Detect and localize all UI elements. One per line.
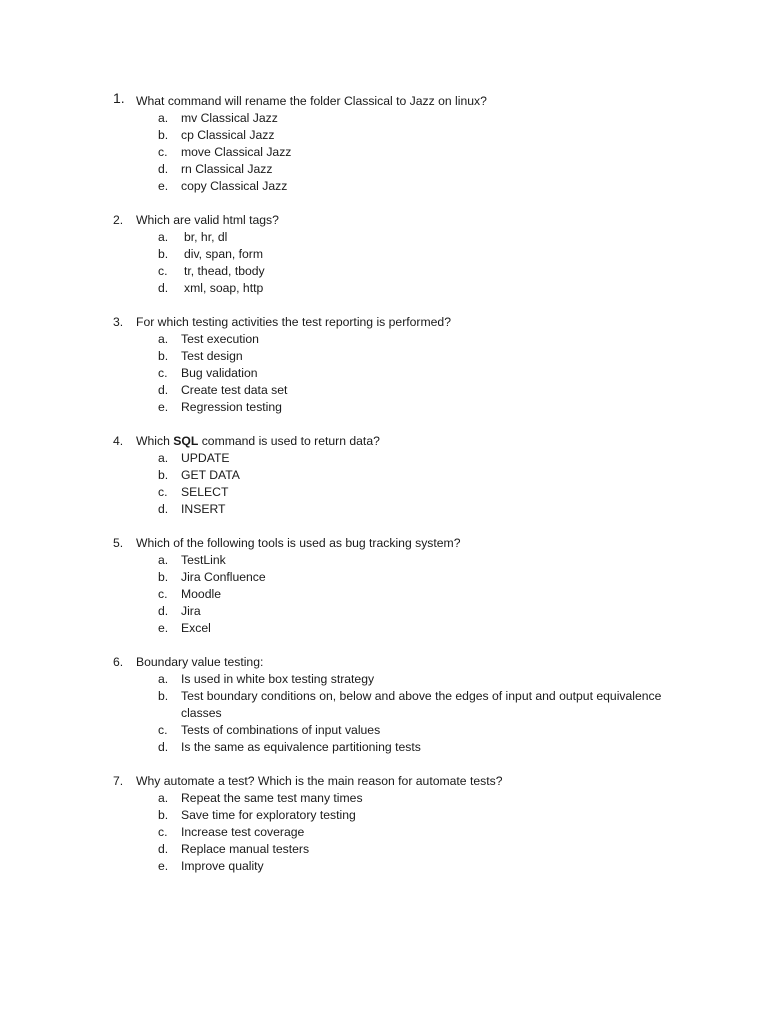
question-text: Why automate a test? Which is the main reason for automate tests? xyxy=(136,774,503,788)
question-5 xyxy=(0,535,768,637)
answer-option xyxy=(0,790,768,807)
question-2 xyxy=(0,212,768,297)
option-text: Improve quality xyxy=(181,859,264,873)
option-text: Test execution xyxy=(181,332,259,346)
answer-option xyxy=(0,127,768,144)
option-letter: a. xyxy=(158,553,169,567)
option-letter: e. xyxy=(158,621,169,635)
option-text: Test design xyxy=(181,349,243,363)
question-text: For which testing activities the test reporting is performed? xyxy=(136,315,451,329)
option-letter: c. xyxy=(158,587,168,601)
answer-option xyxy=(0,586,768,603)
option-text: Jira xyxy=(181,604,201,618)
option-text: GET DATA xyxy=(181,468,240,482)
answer-option xyxy=(0,450,768,467)
question-row xyxy=(0,773,768,790)
option-letter: c. xyxy=(158,264,168,278)
option-letter: c. xyxy=(158,723,168,737)
answer-option xyxy=(0,603,768,620)
answer-option xyxy=(0,501,768,518)
answer-option xyxy=(0,569,768,586)
answer-option xyxy=(0,229,768,246)
option-text: Bug validation xyxy=(181,366,258,380)
option-letter: c. xyxy=(158,366,168,380)
option-letter: b. xyxy=(158,689,169,703)
option-text: Repeat the same test many times xyxy=(181,791,363,805)
option-letter: d. xyxy=(158,383,169,397)
question-text-after: command is used to return data? xyxy=(198,434,380,448)
option-letter: a. xyxy=(158,332,169,346)
question-number: 6. xyxy=(113,655,124,669)
question-row xyxy=(0,90,768,110)
option-text: Moodle xyxy=(181,587,221,601)
answer-option xyxy=(0,399,768,416)
option-text: INSERT xyxy=(181,502,226,516)
question-text: Boundary value testing: xyxy=(136,655,264,669)
option-letter: c. xyxy=(158,825,168,839)
option-text: rn Classical Jazz xyxy=(181,162,273,176)
question-number: 2. xyxy=(113,213,124,227)
question-7 xyxy=(0,773,768,875)
answer-option xyxy=(0,263,768,280)
question-row xyxy=(0,314,768,331)
option-letter: a. xyxy=(158,672,169,686)
option-text: Test boundary conditions on, below and above the edges of input and output equivalence classes xyxy=(181,689,662,720)
answer-option xyxy=(0,484,768,501)
answer-option xyxy=(0,841,768,858)
option-letter: e. xyxy=(158,400,169,414)
option-text: Is used in white box testing strategy xyxy=(181,672,375,686)
answer-option xyxy=(0,161,768,178)
question-row xyxy=(0,654,768,671)
option-letter: c. xyxy=(158,485,168,499)
option-text: Replace manual testers xyxy=(181,842,310,856)
option-letter: b. xyxy=(158,570,169,584)
quiz-list xyxy=(0,90,768,892)
answer-option xyxy=(0,246,768,263)
option-letter: a. xyxy=(158,451,169,465)
question-4 xyxy=(0,433,768,518)
question-row xyxy=(0,535,768,552)
question-row xyxy=(0,433,768,450)
question-number: 4. xyxy=(113,434,124,448)
option-letter: a. xyxy=(158,111,169,125)
answer-option xyxy=(0,739,768,756)
option-text: tr, thead, tbody xyxy=(184,264,265,278)
option-letter: b. xyxy=(158,468,169,482)
option-letter: d. xyxy=(158,502,169,516)
option-text: Increase test coverage xyxy=(181,825,305,839)
answer-option xyxy=(0,688,768,722)
option-text: copy Classical Jazz xyxy=(181,179,288,193)
question-3 xyxy=(0,314,768,416)
question-number: 3. xyxy=(113,315,124,329)
question-text-before: Which xyxy=(136,434,174,448)
question-number: 5. xyxy=(113,536,124,550)
option-letter: d. xyxy=(158,281,169,295)
answer-option xyxy=(0,365,768,382)
answer-option xyxy=(0,620,768,637)
option-letter: e. xyxy=(158,859,169,873)
option-text: TestLink xyxy=(181,553,226,567)
option-letter: d. xyxy=(158,740,169,754)
question-text: Which of the following tools is used as bug tracking system? xyxy=(136,536,461,550)
option-letter: b. xyxy=(158,349,169,363)
option-text: UPDATE xyxy=(181,451,230,465)
answer-option xyxy=(0,280,768,297)
option-letter: c. xyxy=(158,145,168,159)
question-row xyxy=(0,212,768,229)
question-1 xyxy=(0,90,768,195)
option-text: div, span, form xyxy=(184,247,264,261)
option-text: br, hr, dl xyxy=(184,230,228,244)
option-text: Jira Confluence xyxy=(181,570,266,584)
option-letter: d. xyxy=(158,842,169,856)
option-letter: d. xyxy=(158,162,169,176)
answer-option xyxy=(0,110,768,127)
answer-option xyxy=(0,331,768,348)
option-text: Tests of combinations of input values xyxy=(181,723,381,737)
option-letter: b. xyxy=(158,808,169,822)
option-text: Save time for exploratory testing xyxy=(181,808,356,822)
question-6 xyxy=(0,654,768,756)
question-text-bold: SQL xyxy=(173,434,199,448)
option-letter: a. xyxy=(158,230,169,244)
answer-option xyxy=(0,178,768,195)
question-number: 1. xyxy=(113,90,125,106)
question-number: 7. xyxy=(113,774,124,788)
answer-option xyxy=(0,722,768,739)
option-text: Excel xyxy=(181,621,211,635)
option-text: xml, soap, http xyxy=(184,281,264,295)
question-text xyxy=(136,433,380,450)
answer-option xyxy=(0,552,768,569)
question-text: Which are valid html tags? xyxy=(136,213,279,227)
question-text: What command will rename the folder Classical to Jazz on linux? xyxy=(136,94,487,108)
option-letter: b. xyxy=(158,128,169,142)
answer-option xyxy=(0,858,768,875)
option-letter: e. xyxy=(158,179,169,193)
option-text: Regression testing xyxy=(181,400,282,414)
option-letter: b. xyxy=(158,247,169,261)
answer-option xyxy=(0,348,768,365)
answer-option xyxy=(0,824,768,841)
answer-option xyxy=(0,807,768,824)
answer-option xyxy=(0,467,768,484)
answer-option xyxy=(0,382,768,399)
option-text: SELECT xyxy=(181,485,229,499)
answer-option xyxy=(0,671,768,688)
option-text: Is the same as equivalence partitioning tests xyxy=(181,740,421,754)
answer-option xyxy=(0,144,768,161)
option-text: cp Classical Jazz xyxy=(181,128,275,142)
option-letter: d. xyxy=(158,604,169,618)
option-letter: a. xyxy=(158,791,169,805)
option-text: Create test data set xyxy=(181,383,288,397)
option-text: mv Classical Jazz xyxy=(181,111,278,125)
option-text: move Classical Jazz xyxy=(181,145,292,159)
